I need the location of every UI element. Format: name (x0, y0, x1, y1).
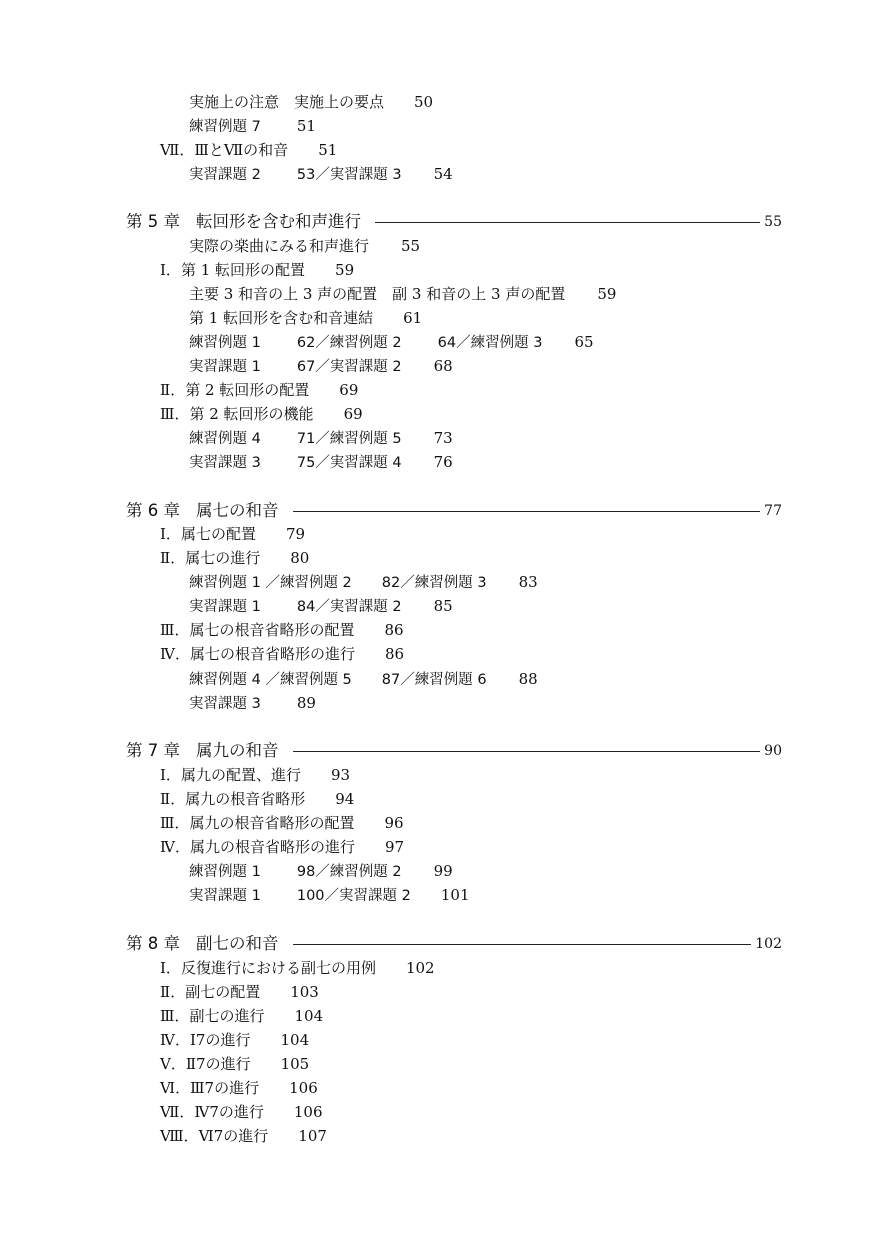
leader-line (293, 944, 752, 945)
entry-text: Ⅱ． (160, 381, 186, 399)
entry-text: Ⅲ． (160, 405, 190, 423)
toc-entry (189, 114, 316, 138)
chapter-number: 第 8 章 (126, 934, 180, 953)
toc-entry (160, 763, 350, 787)
entry-text: Ⅴ． (160, 1055, 186, 1073)
chapter-title: 副七の和音 (196, 934, 279, 953)
toc-entry (189, 282, 616, 306)
toc-entry (189, 306, 422, 330)
entry-text: 第 1 転回形の配置 (180, 261, 306, 279)
entry-text: 実習課題 1 (189, 599, 261, 615)
toc-entry (160, 1124, 327, 1148)
page-number: 86 (384, 621, 404, 639)
entry-text: 84／実習課題 2 (296, 599, 402, 615)
chapter-number: 第 7 章 (126, 741, 180, 760)
chapter-heading (126, 738, 782, 764)
page-number: 59 (335, 261, 355, 279)
entry-text: 67／実習課題 2 (296, 359, 402, 375)
entry-text: Ⅵ． (160, 1079, 191, 1097)
toc-entry (189, 859, 453, 883)
entry-text: Ⅱ7の進行 (185, 1055, 251, 1073)
entry-text: 実習課題 2 (189, 167, 261, 183)
entry-text: 実施上の注意 実施上の要点 (189, 93, 385, 111)
entry-text: 第 2 転回形の配置 (185, 381, 310, 399)
chapter-title: 転回形を含む和声進行 (196, 212, 361, 231)
toc-entry (189, 667, 538, 691)
toc-entry (160, 787, 354, 811)
entry-text: 属九の根音省略形 (185, 790, 306, 808)
toc-entry (189, 354, 453, 378)
entry-text: 練習例題 7 (189, 119, 261, 135)
page-number: 104 (294, 1007, 324, 1025)
toc-entry (189, 90, 433, 114)
entry-text: 実習課題 1 (189, 888, 261, 904)
entry-text: 属七の根音省略形の進行 (190, 645, 356, 663)
entry-text: Ⅲ． (160, 621, 190, 639)
toc-entry (160, 1076, 318, 1100)
entry-text: 練習例題 4 (189, 431, 261, 447)
entry-text: Ⅳ． (160, 838, 190, 856)
page-number: 107 (298, 1127, 327, 1145)
page-number: 89 (296, 694, 316, 712)
toc-entry (160, 1100, 323, 1124)
entry-text: 主要 3 和音の上 3 声の配置 副 3 和音の上 3 声の配置 (189, 285, 566, 303)
entry-text: 98／練習例題 2 (296, 864, 402, 880)
chapter-heading (126, 931, 782, 957)
entry-text: Ⅰ． (160, 766, 181, 784)
page-number: 76 (433, 453, 453, 471)
toc-entry (189, 426, 453, 450)
page-number: 93 (330, 766, 351, 784)
page-number: 83 (518, 573, 538, 591)
toc-entry (189, 691, 316, 715)
page-number: 86 (385, 645, 405, 663)
entry-text: 53／実習課題 3 (296, 167, 402, 183)
page-number: 80 (290, 549, 310, 567)
toc-entry (160, 980, 319, 1004)
entry-text: 反復進行における副七の用例 (180, 959, 376, 977)
page-number: 103 (290, 983, 319, 1001)
entry-text: 82／練習例題 3 (381, 575, 487, 591)
leader-line (293, 751, 761, 752)
entry-text: Ⅳ7の進行 (194, 1103, 264, 1121)
page-number: 101 (440, 886, 470, 904)
chapter-page-number: 90 (764, 743, 782, 759)
entry-text: 75／実習課題 4 (296, 455, 402, 471)
entry-text: 実際の楽曲にみる和声進行 (189, 237, 370, 255)
entry-text: Ⅰ． (160, 959, 181, 977)
entry-text: 練習例題 1 (189, 335, 261, 351)
entry-text: 練習例題 1 (189, 864, 261, 880)
entry-text: Ⅰ． (160, 525, 181, 543)
entry-text: Ⅱ． (160, 983, 186, 1001)
entry-text: Ⅶ． (160, 1103, 195, 1121)
page-number: 65 (574, 333, 594, 351)
entry-text: 副七の進行 (189, 1007, 265, 1025)
entry-text: 属九の配置、進行 (180, 766, 301, 784)
page-number: 51 (296, 117, 316, 135)
entry-text: 第 1 転回形を含む和音連結 (189, 309, 374, 327)
page-number: 55 (401, 237, 421, 255)
entry-text: Ⅵ7の進行 (198, 1127, 269, 1145)
toc-entry (160, 956, 435, 980)
page-number: 104 (280, 1031, 310, 1049)
toc-entry (160, 1028, 309, 1052)
entry-text: 実習課題 3 (189, 696, 261, 712)
entry-text: 87／練習例題 6 (381, 672, 487, 688)
page-number: 94 (335, 790, 355, 808)
entry-text: 第 2 転回形の機能 (189, 405, 314, 423)
entry-text: Ⅷ． (160, 1127, 199, 1145)
entry-text: 属七の根音省略形の配置 (189, 621, 355, 639)
page-number: 54 (433, 165, 453, 183)
entry-text: Ⅱ． (160, 549, 186, 567)
page-number: 59 (597, 285, 617, 303)
entry-text: Ⅲ． (160, 1007, 190, 1025)
toc-entry (189, 570, 538, 594)
page-number: 51 (318, 141, 338, 159)
leader-line (375, 222, 760, 223)
chapter-number: 第 6 章 (126, 501, 180, 520)
entry-text: 62／練習例題 2 (296, 335, 402, 351)
toc-entry (160, 618, 404, 642)
page-number: 68 (433, 357, 453, 375)
page-number: 106 (289, 1079, 318, 1097)
entry-text: 実習課題 3 (189, 455, 261, 471)
toc-entry (160, 546, 309, 570)
page-number: 79 (285, 525, 306, 543)
entry-text: 属九の根音省略形の配置 (189, 814, 355, 832)
toc-entry (160, 1004, 323, 1028)
chapter-page-number: 55 (764, 214, 782, 230)
entry-text: 実習課題 1 (189, 359, 261, 375)
page-number: 61 (403, 309, 423, 327)
toc-entry (189, 162, 453, 186)
entry-text: Ⅲ7の進行 (190, 1079, 260, 1097)
entry-text: Ⅳ． (160, 645, 190, 663)
page-number: 102 (405, 959, 435, 977)
entry-text: Ⅲ． (160, 814, 190, 832)
entry-text: Ⅱ． (160, 790, 186, 808)
entry-text: 属七の配置 (180, 525, 256, 543)
chapter-heading (126, 498, 782, 524)
toc-entry (189, 234, 420, 258)
page-number: 88 (518, 670, 538, 688)
chapter-title: 属七の和音 (196, 501, 279, 520)
page-number: 106 (293, 1103, 323, 1121)
page-number: 85 (433, 597, 453, 615)
entry-text: Ⅳ． (160, 1031, 190, 1049)
leader-line (293, 511, 761, 512)
page-number: 69 (343, 405, 363, 423)
toc-entry (160, 642, 404, 666)
chapter-page-number: 77 (764, 503, 782, 519)
page-number: 50 (414, 93, 434, 111)
toc-entry (189, 330, 594, 354)
toc-entry (160, 522, 305, 546)
chapter-heading (126, 209, 782, 235)
entry-text: 練習例題 4 ／練習例題 5 (189, 672, 352, 688)
toc-entry (160, 402, 363, 426)
entry-text: Ⅶ． (160, 141, 195, 159)
toc-entry (189, 594, 453, 618)
entry-text: 64／練習例題 3 (437, 335, 543, 351)
toc-entry (160, 138, 337, 162)
entry-text: Ⅰ． (160, 261, 181, 279)
entry-text: Ⅰ7の進行 (190, 1031, 251, 1049)
toc-entry (160, 1052, 309, 1076)
page-number: 97 (385, 838, 405, 856)
toc-entry (160, 811, 404, 835)
entry-text: 練習例題 1 ／練習例題 2 (189, 575, 352, 591)
toc-entry (160, 258, 354, 282)
entry-text: ⅢとⅦの和音 (194, 141, 289, 159)
chapter-title: 属九の和音 (196, 741, 279, 760)
page-number: 99 (433, 862, 453, 880)
page-number: 69 (339, 381, 359, 399)
page-number: 96 (384, 814, 404, 832)
chapter-page-number: 102 (755, 936, 782, 952)
toc-entry (160, 835, 404, 859)
chapter-number: 第 5 章 (126, 212, 180, 231)
entry-text: 副七の配置 (185, 983, 261, 1001)
entry-text: 100／実習課題 2 (296, 888, 411, 904)
page-number: 105 (280, 1055, 310, 1073)
entry-text: 属九の根音省略形の進行 (190, 838, 356, 856)
toc-entry (189, 450, 453, 474)
toc-entry (160, 378, 358, 402)
entry-text: 71／練習例題 5 (296, 431, 402, 447)
page-number: 73 (433, 429, 453, 447)
toc-entry (189, 883, 470, 907)
entry-text: 属七の進行 (185, 549, 261, 567)
